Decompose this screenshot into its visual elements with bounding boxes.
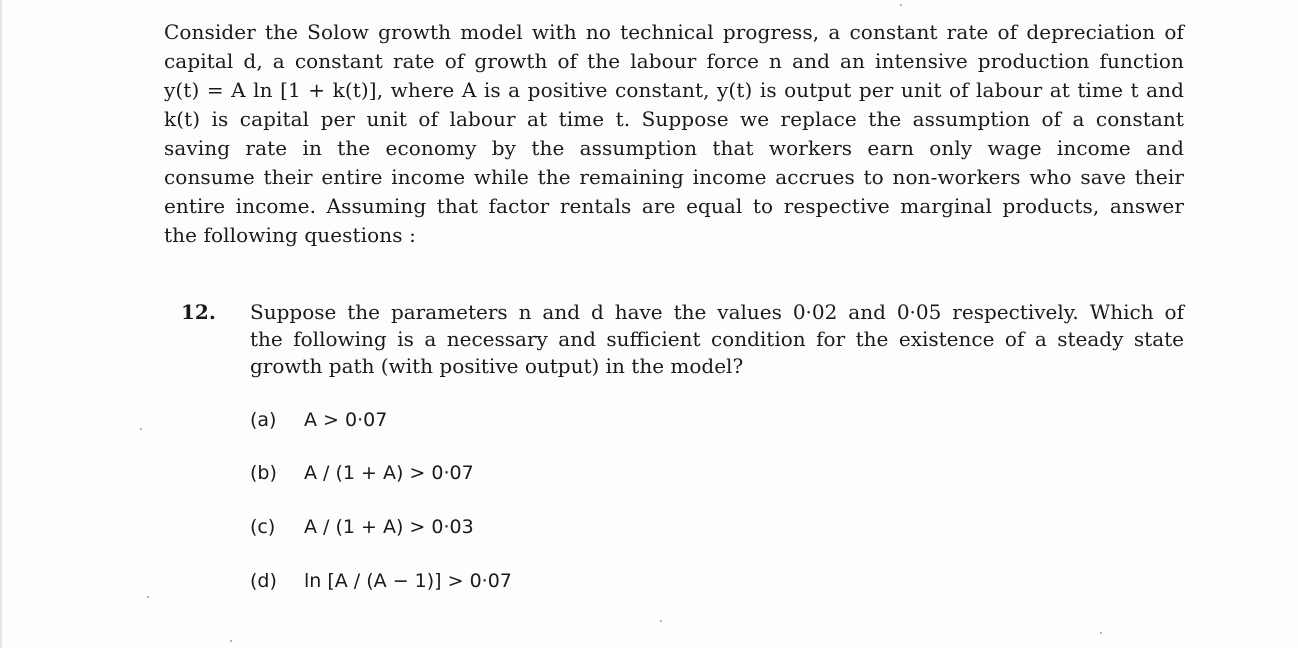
option-text: A > 0·07 — [304, 409, 388, 431]
option-c[interactable] — [250, 515, 474, 539]
passage-line: k(t) is capital per unit of labour at time t. Suppose we replace the assumption of a constant — [164, 107, 1184, 131]
passage-line: capital d, a constant rate of growth of the labour force n and an intensive production function — [164, 49, 1184, 73]
option-label: (d) — [250, 570, 277, 592]
scan-speck — [230, 640, 232, 642]
option-text: A / (1 + A) > 0·03 — [304, 516, 474, 538]
option-d[interactable] — [250, 569, 512, 593]
passage-line: y(t) = A ln [1 + k(t)], where A is a positive constant, y(t) is output per unit of labour at time t and — [164, 78, 1184, 102]
option-label: (c) — [250, 516, 276, 538]
option-text: A / (1 + A) > 0·07 — [304, 462, 474, 484]
passage-line: the following questions : — [164, 223, 416, 247]
question-text — [250, 299, 1184, 380]
option-a[interactable] — [250, 408, 387, 432]
scan-speck — [147, 596, 149, 598]
passage — [164, 18, 1184, 250]
scan-speck — [660, 620, 662, 622]
scan-speck — [1100, 632, 1102, 634]
question-line: the following is a necessary and sufficient condition for the existence of a steady state — [250, 327, 1184, 351]
scan-speck — [140, 428, 142, 430]
passage-line: consume their entire income while the remaining income accrues to non-workers who save their — [164, 165, 1184, 189]
passage-line: Consider the Solow growth model with no technical progress, a constant rate of depreciation of — [164, 20, 1184, 44]
option-label: (b) — [250, 462, 277, 484]
question-line: Suppose the parameters n and d have the values 0·02 and 0·05 respectively. Which of — [250, 300, 1184, 324]
option-b[interactable] — [250, 461, 474, 485]
question-line: growth path (with positive output) in the model? — [250, 354, 744, 378]
passage-line: entire income. Assuming that factor rentals are equal to respective marginal products, answer — [164, 194, 1184, 218]
scan-edge — [0, 0, 2, 648]
option-text: ln [A / (A − 1)] > 0·07 — [304, 570, 512, 592]
option-label: (a) — [250, 409, 277, 431]
passage-line: saving rate in the economy by the assumption that workers earn only wage income and — [164, 136, 1184, 160]
question-number: 12. — [181, 300, 216, 324]
scan-speck — [900, 4, 902, 6]
